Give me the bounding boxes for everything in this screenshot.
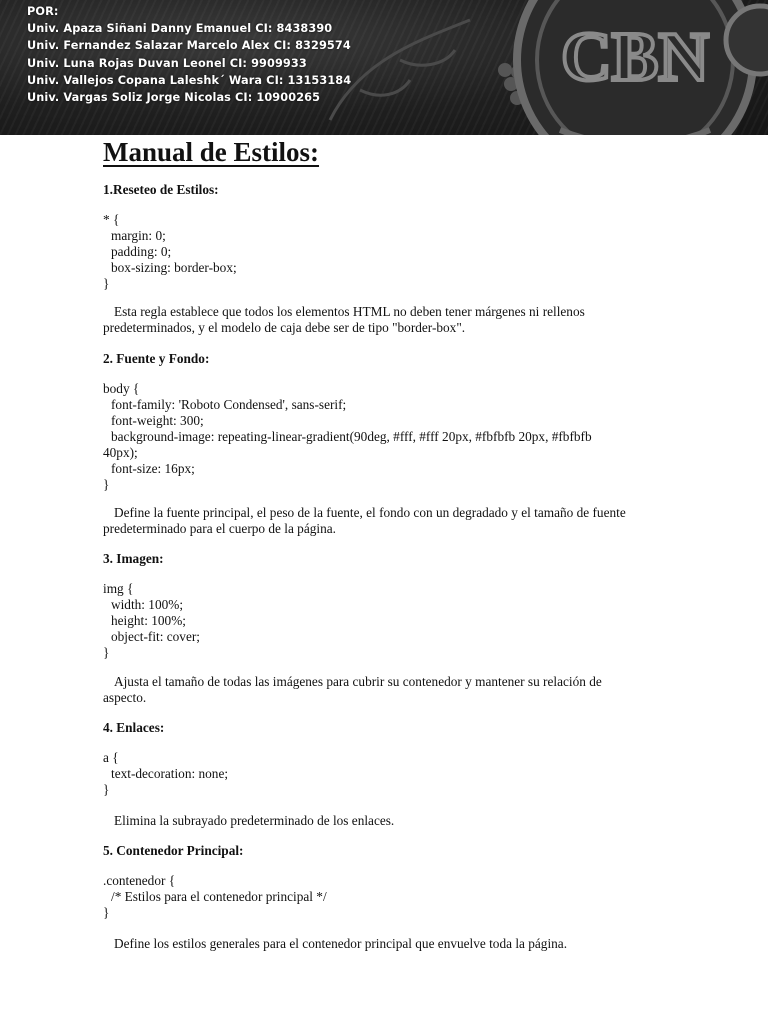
author-entry: Univ. Fernandez Salazar Marcelo Alex CI: 8329574: [27, 39, 351, 53]
code-line: .contenedor {: [103, 873, 176, 888]
authors-label: POR:: [27, 5, 59, 18]
section-heading: 2. Fuente y Fondo:: [103, 351, 210, 366]
section-description: Ajusta el tamaño de todas las imágenes para cubrir su contenedor y mantener su relación de aspecto.: [103, 674, 602, 705]
code-line: padding: 0;: [111, 244, 172, 259]
code-line: * {: [103, 212, 120, 227]
section-heading: 1.Reseteo de Estilos:: [103, 182, 219, 197]
code-line: a {: [103, 750, 119, 765]
section-heading: 3. Imagen:: [103, 551, 164, 566]
author-entry: Univ. Luna Rojas Duvan Leonel CI: 9909933: [27, 56, 307, 70]
logo-text: CBN: [561, 19, 709, 96]
code-line: }: [103, 782, 110, 797]
code-line: font-size: 16px;: [111, 461, 195, 476]
code-line: }: [103, 477, 110, 492]
document-title: Manual de Estilos:: [103, 137, 320, 167]
author-entry: Univ. Vallejos Copana Laleshk´ Wara CI: 13153184: [27, 73, 352, 87]
code-line: img {: [103, 581, 134, 596]
code-line: object-fit: cover;: [111, 629, 200, 644]
code-line: height: 100%;: [111, 613, 186, 628]
code-line: font-weight: 300;: [111, 413, 204, 428]
section-description: Elimina la subrayado predeterminado de los enlaces.: [114, 813, 395, 828]
code-line: 40px);: [103, 445, 138, 460]
code-line: body {: [103, 381, 140, 396]
code-line: width: 100%;: [111, 597, 184, 612]
document-body: [103, 137, 663, 951]
author-entry: Univ. Apaza Siñani Danny Emanuel CI: 8438390: [27, 22, 333, 36]
section-description: Define los estilos generales para el contenedor principal que envuelve toda la página.: [114, 936, 568, 951]
code-line: margin: 0;: [111, 228, 166, 243]
code-line: font-family: 'Roboto Condensed', sans-serif;: [111, 397, 347, 412]
header-banner: [0, 0, 768, 135]
code-line: text-decoration: none;: [111, 766, 229, 781]
code-line: }: [103, 276, 110, 291]
code-line: /* Estilos para el contenedor principal */: [111, 889, 327, 904]
code-line: background-image: repeating-linear-gradient(90deg, #fff, #fff 20px, #fbfbfb 20px, #fbfbfb: [111, 429, 592, 444]
author-entry: Univ. Vargas Soliz Jorge Nicolas CI: 10900265: [27, 91, 321, 105]
cbn-logo: [517, 0, 753, 135]
code-line: box-sizing: border-box;: [111, 260, 237, 275]
section-description: Esta regla establece que todos los elementos HTML no deben tener márgenes ni rellenos predeterminados, y el modelo de caja debe ser de tipo "border-box".: [103, 304, 585, 335]
code-line: }: [103, 645, 110, 660]
author-list: [27, 3, 351, 106]
section-heading: 5. Contenedor Principal:: [103, 843, 244, 858]
section-heading: 4. Enlaces:: [103, 720, 165, 735]
code-line: }: [103, 905, 110, 920]
section-description: Define la fuente principal, el peso de la fuente, el fondo con un degradado y el tamaño de fuente predeterminado para el cuerpo de la página.: [103, 505, 626, 536]
